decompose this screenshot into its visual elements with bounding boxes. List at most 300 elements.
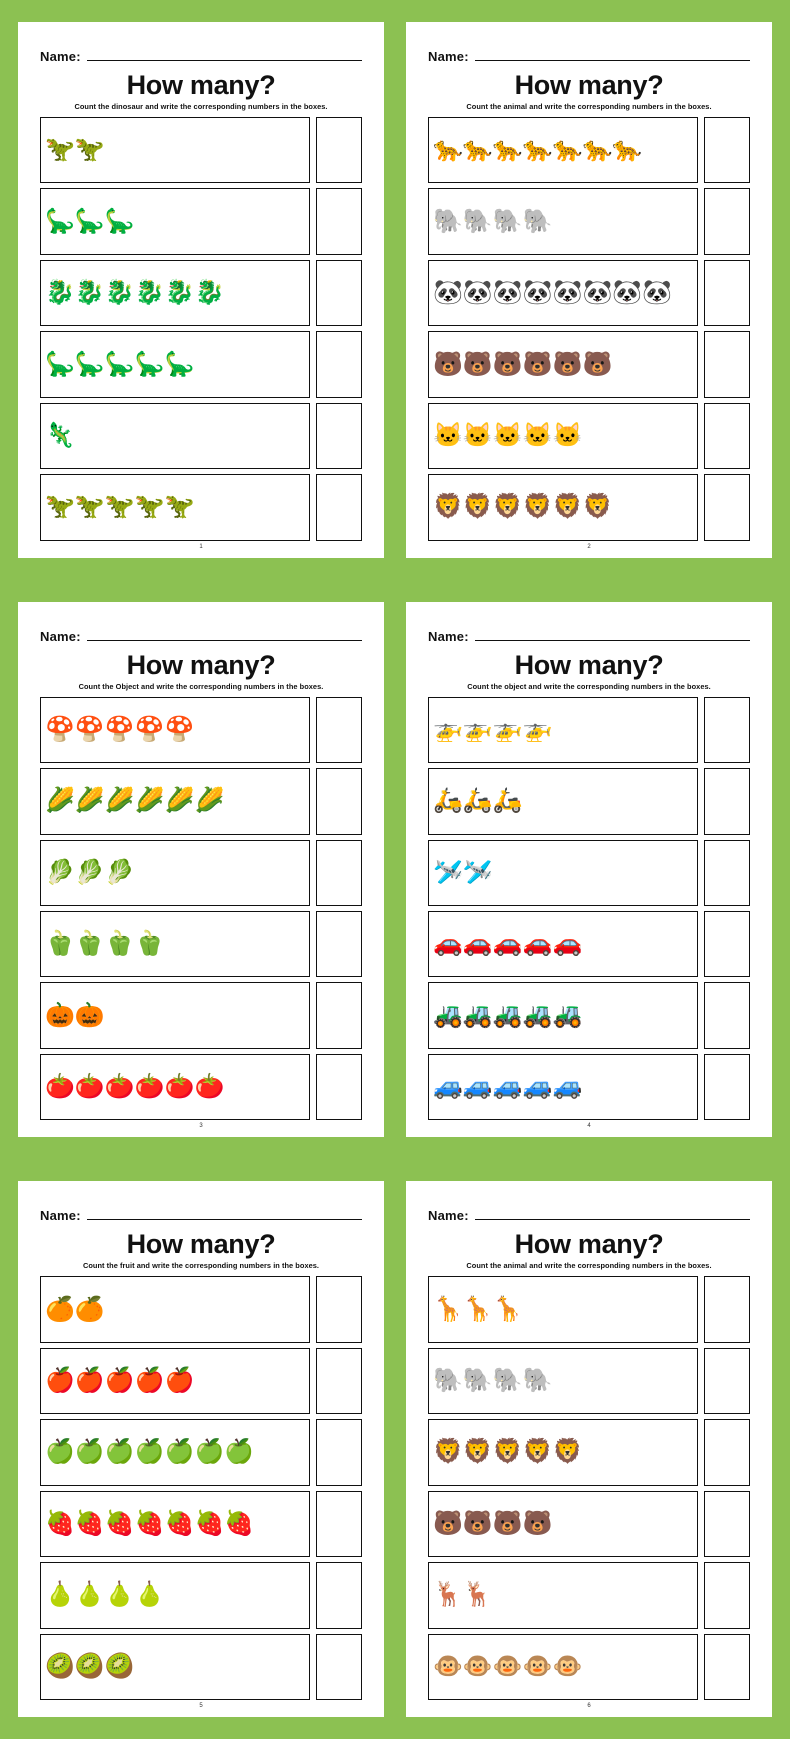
answer-box[interactable] (704, 1491, 750, 1557)
count-object-icon: 🦕 (134, 350, 165, 378)
object-group (428, 982, 698, 1048)
count-object-icon: 🦖 (74, 136, 105, 164)
count-object-icon: 🐻 (552, 350, 583, 378)
counting-row (40, 1634, 362, 1700)
count-object-icon: 🚁 (522, 715, 553, 743)
answer-box[interactable] (316, 1419, 362, 1485)
count-object-icon: 🚙 (433, 1073, 463, 1101)
object-group (428, 768, 698, 834)
count-object-icon: 🦕 (74, 350, 105, 378)
count-object-icon: 🐘 (433, 207, 463, 235)
worksheet-page (406, 1181, 772, 1717)
count-object-icon: 🍏 (224, 1438, 255, 1466)
object-group (40, 697, 310, 763)
answer-box[interactable] (704, 117, 750, 183)
counting-row (40, 911, 362, 977)
name-field-row (428, 48, 750, 64)
count-object-icon: 🦁 (462, 493, 493, 521)
page-title: How many? (126, 70, 276, 100)
name-label: Name: (428, 49, 469, 64)
object-group (428, 1419, 698, 1485)
count-object-icon: 🚗 (433, 930, 463, 958)
page-title: How many? (514, 649, 664, 680)
count-object-icon: 🦕 (104, 350, 135, 378)
count-object-icon: 🥬 (45, 858, 75, 886)
count-object-icon: 🦌 (462, 1581, 493, 1609)
count-object-icon: 🚙 (552, 1073, 583, 1101)
instructions-text: Count the Object and write the corresponding numbers in the boxes. (78, 681, 324, 691)
count-object-icon: 🍐 (134, 1581, 165, 1609)
count-object-icon: 🍎 (45, 1367, 75, 1394)
count-object-icon: 🦕 (164, 350, 195, 378)
count-object-icon: 🐻 (492, 1509, 523, 1537)
count-object-icon: 🦎 (45, 421, 75, 449)
count-object-icon: 🫑 (74, 930, 105, 958)
counting-row (428, 1276, 750, 1342)
counting-row (40, 840, 362, 906)
count-object-icon: 🍎 (164, 1367, 195, 1394)
count-object-icon: 🐼 (552, 279, 583, 307)
count-object-icon: 🐉 (134, 279, 165, 307)
answer-box[interactable] (704, 911, 750, 977)
count-object-icon: 🦁 (552, 493, 583, 521)
counting-rows (40, 1276, 362, 1700)
count-object-icon: 🦖 (74, 493, 105, 521)
count-object-icon: 🦁 (522, 1438, 553, 1466)
count-object-icon: 🐻 (492, 350, 523, 378)
count-object-icon: 🍏 (164, 1438, 195, 1466)
count-object-icon: 🍓 (74, 1509, 105, 1537)
worksheet-page (406, 602, 772, 1138)
page-number: 6 (587, 1703, 591, 1709)
page-title: How many? (126, 649, 276, 680)
name-field-row (40, 1207, 362, 1223)
worksheet-page (18, 1181, 384, 1717)
counting-row (428, 982, 750, 1048)
count-object-icon: 🍄 (134, 715, 165, 743)
count-object-icon: 🍊 (74, 1295, 105, 1323)
name-label: Name: (428, 1208, 469, 1224)
count-object-icon: 🐻 (522, 1509, 553, 1537)
count-object-icon: 🥬 (104, 858, 135, 886)
count-object-icon: 🐼 (462, 279, 493, 307)
answer-box[interactable] (316, 1634, 362, 1700)
name-field-row (428, 628, 750, 644)
answer-box[interactable] (704, 260, 750, 326)
answer-box[interactable] (704, 331, 750, 397)
object-group (428, 1348, 698, 1414)
counting-row (40, 982, 362, 1048)
counting-row (428, 911, 750, 977)
count-object-icon: 🐻 (582, 350, 613, 378)
worksheet-page (406, 22, 772, 558)
answer-box[interactable] (704, 1348, 750, 1414)
count-object-icon: 🍏 (74, 1438, 105, 1466)
answer-box[interactable] (316, 474, 362, 540)
counting-row (40, 697, 362, 763)
name-input-line[interactable] (475, 1207, 750, 1220)
object-group (40, 1419, 310, 1485)
count-object-icon: 🚁 (462, 715, 493, 743)
count-object-icon: 🚗 (552, 930, 583, 958)
counting-row (428, 188, 750, 254)
object-group (428, 1562, 698, 1628)
count-object-icon: 🍅 (74, 1073, 105, 1101)
count-object-icon: 🍄 (104, 715, 135, 743)
count-object-icon: 🐉 (45, 279, 75, 307)
count-object-icon: 🦒 (433, 1295, 463, 1323)
count-object-icon: 🐘 (492, 1367, 523, 1394)
counting-rows (40, 697, 362, 1121)
name-input-line[interactable] (87, 628, 362, 641)
count-object-icon: 🍅 (194, 1073, 225, 1101)
instructions-text: Count the dinosaur and write the corresponding numbers in the boxes. (74, 102, 328, 111)
answer-box[interactable] (704, 1054, 750, 1120)
count-object-icon: 🐵 (552, 1652, 583, 1680)
object-group (428, 188, 698, 254)
count-object-icon: 🐱 (492, 421, 523, 449)
count-object-icon: 🐼 (492, 279, 523, 307)
count-object-icon: 🚜 (492, 1001, 523, 1029)
answer-box[interactable] (316, 260, 362, 326)
counting-row (428, 1348, 750, 1414)
count-object-icon: 🐱 (433, 421, 463, 449)
answer-box[interactable] (704, 1562, 750, 1628)
count-object-icon: 🐱 (462, 421, 493, 449)
count-object-icon: 🚙 (522, 1073, 553, 1101)
instructions-text: Count the animal and write the corresponding numbers in the boxes. (466, 1261, 712, 1271)
count-object-icon: 🦁 (462, 1438, 493, 1466)
count-object-icon: 🛵 (492, 787, 523, 815)
object-group (40, 1562, 310, 1628)
count-object-icon: 🐆 (582, 136, 613, 164)
object-group (40, 1348, 310, 1414)
count-object-icon: 🐉 (104, 279, 135, 307)
answer-box[interactable] (316, 403, 362, 469)
counting-row (40, 1054, 362, 1120)
count-object-icon: 🍄 (45, 715, 75, 743)
count-object-icon: 🐻 (462, 350, 493, 378)
count-object-icon: 🍏 (45, 1438, 75, 1466)
object-group (40, 117, 310, 183)
object-group (40, 188, 310, 254)
count-object-icon: 🐼 (433, 279, 463, 307)
page-number: 4 (587, 1123, 591, 1130)
count-object-icon: 🚗 (492, 930, 523, 958)
count-object-icon: 🦖 (45, 136, 75, 164)
worksheet-page (18, 22, 384, 558)
count-object-icon: 🦕 (45, 350, 75, 378)
page-number: 3 (199, 1123, 203, 1130)
answer-box[interactable] (704, 188, 750, 254)
answer-box[interactable] (316, 117, 362, 183)
count-object-icon: 🍐 (104, 1581, 135, 1609)
answer-box[interactable] (704, 1276, 750, 1342)
object-group (428, 117, 698, 183)
count-object-icon: 🦒 (462, 1295, 493, 1323)
count-object-icon: 🍅 (45, 1073, 75, 1101)
counting-row (428, 1054, 750, 1120)
count-object-icon: 🐼 (522, 279, 553, 307)
counting-row (428, 403, 750, 469)
object-group (428, 331, 698, 397)
count-object-icon: 🛩️ (433, 858, 463, 886)
count-object-icon: 🚙 (462, 1073, 493, 1101)
count-object-icon: 🐆 (552, 136, 583, 164)
count-object-icon: 🍎 (134, 1367, 165, 1394)
counting-row (40, 1348, 362, 1414)
counting-rows (428, 697, 750, 1121)
count-object-icon: 🥝 (45, 1652, 75, 1680)
page-title: How many? (126, 1229, 276, 1260)
name-input-line[interactable] (87, 1207, 362, 1220)
object-group (40, 768, 310, 834)
instructions-text: Count the object and write the corresponding numbers in the boxes. (467, 681, 711, 691)
counting-row (40, 260, 362, 326)
object-group (40, 911, 310, 977)
count-object-icon: 🫑 (134, 930, 165, 958)
counting-row (428, 1634, 750, 1700)
count-object-icon: 🐵 (522, 1652, 553, 1680)
object-group (40, 1276, 310, 1342)
counting-row (428, 331, 750, 397)
object-group (40, 1634, 310, 1700)
count-object-icon: 🫑 (45, 930, 75, 958)
answer-box[interactable] (704, 1634, 750, 1700)
name-input-line[interactable] (87, 48, 362, 61)
count-object-icon: 🦁 (552, 1438, 583, 1466)
count-object-icon: 🍓 (45, 1509, 75, 1537)
count-object-icon: 🌽 (74, 787, 105, 815)
object-group (40, 982, 310, 1048)
counting-row (40, 768, 362, 834)
counting-row (40, 331, 362, 397)
count-object-icon: 🛵 (433, 787, 463, 815)
page-title: How many? (514, 70, 664, 100)
counting-row (40, 474, 362, 540)
count-object-icon: 🐆 (522, 136, 553, 164)
counting-row (428, 474, 750, 540)
count-object-icon: 🍊 (45, 1295, 75, 1323)
count-object-icon: 🐘 (492, 207, 523, 235)
instructions-text: Count the fruit and write the corresponding numbers in the boxes. (82, 1261, 320, 1271)
count-object-icon: 🦕 (74, 207, 105, 235)
count-object-icon: 🦌 (433, 1581, 463, 1609)
object-group (428, 911, 698, 977)
counting-row (40, 403, 362, 469)
count-object-icon: 🍓 (164, 1509, 195, 1537)
count-object-icon: 🐘 (522, 1367, 553, 1394)
count-object-icon: 🦁 (492, 493, 523, 521)
object-group (428, 1491, 698, 1557)
answer-box[interactable] (316, 1054, 362, 1120)
answer-box[interactable] (704, 697, 750, 763)
count-object-icon: 🦖 (134, 493, 165, 521)
object-group (40, 260, 310, 326)
answer-box[interactable] (704, 840, 750, 906)
counting-row (428, 840, 750, 906)
count-object-icon: 🍏 (194, 1438, 225, 1466)
count-object-icon: 🥝 (74, 1652, 105, 1680)
count-object-icon: 🦖 (164, 493, 195, 521)
counting-row (40, 1276, 362, 1342)
counting-row (428, 1491, 750, 1557)
page-number: 2 (587, 543, 591, 550)
count-object-icon: 🐵 (433, 1652, 463, 1680)
count-object-icon: 🦖 (104, 493, 135, 521)
count-object-icon: 🍓 (194, 1509, 225, 1537)
counting-row (428, 1419, 750, 1485)
counting-rows (40, 117, 362, 541)
answer-box[interactable] (704, 982, 750, 1048)
answer-box[interactable] (316, 188, 362, 254)
count-object-icon: 🐉 (74, 279, 105, 307)
count-object-icon: 🐆 (492, 136, 523, 164)
instructions-text: Count the animal and write the corresponding numbers in the boxes. (466, 102, 712, 111)
count-object-icon: 🦒 (492, 1295, 523, 1323)
count-object-icon: 🌽 (194, 787, 225, 815)
object-group (40, 331, 310, 397)
count-object-icon: 🚁 (433, 715, 463, 743)
count-object-icon: 🐻 (522, 350, 553, 378)
count-object-icon: 🍄 (74, 715, 105, 743)
count-object-icon: 🌽 (104, 787, 135, 815)
count-object-icon: 🐻 (433, 1509, 463, 1537)
counting-row (40, 117, 362, 183)
count-object-icon: 🚙 (492, 1073, 523, 1101)
count-object-icon: 🥝 (104, 1652, 135, 1680)
count-object-icon: 🎃 (74, 1001, 105, 1029)
count-object-icon: 🦖 (45, 493, 75, 521)
count-object-icon: 🐉 (194, 279, 225, 307)
count-object-icon: 🛵 (462, 787, 493, 815)
count-object-icon: 🦁 (433, 493, 463, 521)
counting-row (40, 1562, 362, 1628)
name-label: Name: (40, 628, 81, 644)
answer-box[interactable] (316, 331, 362, 397)
count-object-icon: 🥬 (74, 858, 105, 886)
count-object-icon: 🦁 (433, 1438, 463, 1466)
answer-box[interactable] (316, 911, 362, 977)
object-group (40, 474, 310, 540)
count-object-icon: 🍎 (104, 1367, 135, 1394)
answer-box[interactable] (316, 1276, 362, 1342)
count-object-icon: 🐵 (492, 1652, 523, 1680)
count-object-icon: 🐘 (433, 1367, 463, 1394)
answer-box[interactable] (316, 1562, 362, 1628)
counting-row (40, 188, 362, 254)
object-group (428, 1276, 698, 1342)
object-group (428, 260, 698, 326)
count-object-icon: 🍅 (104, 1073, 135, 1101)
counting-row (428, 1562, 750, 1628)
name-field-row (428, 1207, 750, 1223)
counting-row (428, 697, 750, 763)
count-object-icon: 🐼 (582, 279, 613, 307)
object-group (40, 1491, 310, 1557)
count-object-icon: 🐵 (462, 1652, 493, 1680)
count-object-icon: 🚗 (462, 930, 493, 958)
counting-rows (428, 117, 750, 541)
object-group (428, 403, 698, 469)
count-object-icon: 🌽 (164, 787, 195, 815)
name-input-line[interactable] (475, 48, 750, 61)
name-field-row (40, 628, 362, 644)
count-object-icon: 🐱 (522, 421, 553, 449)
count-object-icon: 🎃 (45, 1001, 75, 1029)
answer-box[interactable] (704, 474, 750, 540)
counting-row (428, 117, 750, 183)
name-label: Name: (428, 628, 469, 644)
count-object-icon: 🍓 (224, 1509, 255, 1537)
page-number: 1 (199, 543, 203, 550)
object-group (428, 840, 698, 906)
answer-box[interactable] (316, 768, 362, 834)
count-object-icon: 🍓 (134, 1509, 165, 1537)
name-input-line[interactable] (475, 628, 750, 641)
name-label: Name: (40, 1208, 81, 1224)
answer-box[interactable] (316, 1491, 362, 1557)
worksheet-page (18, 602, 384, 1138)
count-object-icon: 🚜 (433, 1001, 463, 1029)
count-object-icon: 🐻 (433, 350, 463, 378)
answer-box[interactable] (704, 403, 750, 469)
count-object-icon: 🫑 (104, 930, 135, 958)
count-object-icon: 🚜 (462, 1001, 493, 1029)
counting-row (40, 1419, 362, 1485)
count-object-icon: 🍎 (74, 1367, 105, 1394)
answer-box[interactable] (316, 840, 362, 906)
object-group (40, 1054, 310, 1120)
count-object-icon: 🐆 (612, 136, 643, 164)
object-group (40, 403, 310, 469)
answer-box[interactable] (316, 1348, 362, 1414)
object-group (428, 1634, 698, 1700)
count-object-icon: 🍓 (104, 1509, 135, 1537)
count-object-icon: 🚜 (552, 1001, 583, 1029)
page-number: 5 (199, 1703, 203, 1709)
count-object-icon: 🚁 (492, 715, 523, 743)
name-label: Name: (40, 49, 81, 64)
count-object-icon: 🐘 (522, 207, 553, 235)
count-object-icon: 🦕 (45, 207, 75, 235)
count-object-icon: 🍏 (104, 1438, 135, 1466)
count-object-icon: 🐆 (433, 136, 463, 164)
count-object-icon: 🚜 (522, 1001, 553, 1029)
count-object-icon: 🐆 (462, 136, 493, 164)
answer-box[interactable] (316, 697, 362, 763)
name-field-row (40, 48, 362, 64)
counting-row (40, 1491, 362, 1557)
count-object-icon: 🐻 (462, 1509, 493, 1537)
count-object-icon: 🍏 (134, 1438, 165, 1466)
count-object-icon: 🐱 (552, 421, 583, 449)
count-object-icon: 🍄 (164, 715, 195, 743)
count-object-icon: 🦁 (492, 1438, 523, 1466)
count-object-icon: 🚗 (522, 930, 553, 958)
count-object-icon: 🐼 (612, 279, 643, 307)
answer-box[interactable] (704, 768, 750, 834)
count-object-icon: 🌽 (134, 787, 165, 815)
count-object-icon: 🦁 (522, 493, 553, 521)
object-group (428, 697, 698, 763)
count-object-icon: 🍐 (74, 1581, 105, 1609)
count-object-icon: 🐘 (462, 1367, 493, 1394)
answer-box[interactable] (316, 982, 362, 1048)
answer-box[interactable] (704, 1419, 750, 1485)
count-object-icon: 🛩️ (462, 858, 493, 886)
count-object-icon: 🐼 (642, 279, 673, 307)
